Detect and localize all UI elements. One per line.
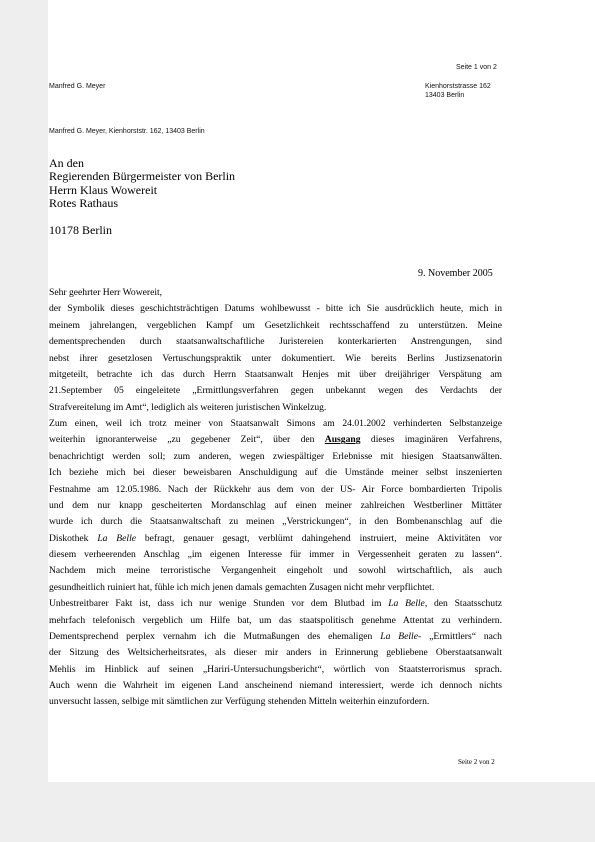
letter-body: [49, 285, 502, 711]
recipient-line: Herrn Klaus Wowereit: [49, 183, 158, 197]
body-line: diesem verheerenden Anschlag „im eigenen Interesse für immer in Vergessenheit geraten zu lassen“.: [49, 549, 502, 560]
body-line: Mehlis im Hinblick auf seinen „Hariri-Untersuchungsbericht“, wörtlich von Staatsterrorismus sprach.: [49, 663, 502, 675]
body-line: dementsprechenden durch staatsanwaltschaftliche Juristereien konterkarierten Anstrengungen, sind: [49, 336, 502, 348]
body-line: der Symbolik dieses geschichtsträchtigen Datums wohlbewusst - bitte ich Sie ausdrücklich heute, mich in: [49, 303, 502, 315]
body-line: Zum einen, weil ich trotz meiner von Staatsanwalt Simons am 24.01.2002 verhinderten Selbstanzeige: [49, 418, 502, 429]
underlined-word: Ausgang: [324, 434, 361, 446]
italic-name: La Belle: [97, 532, 136, 544]
recipient-line: Regierenden Bürgermeister von Berlin: [49, 169, 236, 183]
body-line: wurde ich durch die Staatsanwaltschaft zu meinen „Verstrickungen“, in den Bombenanschlag auf die: [49, 516, 502, 528]
body-line: Diskothek La Belle befragt, genauer gesagt, verblümt dahingehend instruiert, meine Aktivitäten vor: [49, 532, 502, 544]
body-line: nebst ihrer gesetzlosen Vertuschungspraktik unter dokumentiert. Wie bereits Berlins Justizsenatorin: [49, 352, 502, 364]
recipient-line: An den: [49, 156, 84, 170]
body-line: meinem jahrelangen, vergeblichen Kampf um Gesetzlichkeit rechtsschaffend zu unterstützen. Meine: [49, 319, 502, 331]
body-line: und dem nur knapp gescheiterten Mordanschlag auf einen meiner zahlreichen Westberliner Mittäter: [49, 499, 502, 511]
body-line: unversucht lassen, selbige mit sämtlichen zur Verfügung stehenden Mitteln weiterhin einzufordern.: [49, 696, 430, 708]
body-line: mehrfach telefonisch vergeblich um Hilfe bat, um das staatspolitisch genehme Attentat zu verhindern.: [49, 614, 502, 626]
salutation: Sehr geehrter Herr Wowereit,: [49, 287, 163, 298]
sender-name: Manfred G. Meyer: [49, 83, 106, 90]
body-line: weiterhin ignoranterweise „zu gegebener Zeit“, über den Ausgang dieses imaginären Verfahrens,: [49, 434, 503, 446]
body-line: Festnahme am 12.05.1986. Nach der Rückkehr aus dem von der US- Air Force bombardierten Tripolis: [49, 483, 502, 495]
page-number-top: Seite 1 von 2: [456, 64, 497, 71]
letter-date: 9. November 2005: [418, 268, 493, 279]
sender-city: 13403 Berlin: [425, 92, 465, 99]
italic-name: La Belle: [380, 630, 418, 642]
body-line: mitgeteilt, betrachte ich das durch Herrn Staatsanwalt Henjes mit über dreijähriger Verspätung am: [49, 368, 502, 380]
body-line: Auch wenn die Wahrheit im eigenen Land anscheinend niemand interessiert, werde ich dennoch nichts: [49, 680, 502, 691]
body-line: Ich beziehe mich bei dieser beweisbaren Anschuldigung auf die Umstände meiner selbst inszenierten: [49, 467, 502, 479]
body-line: Nachdem mich meine terroristische Vergangenheit eingeholt und sowohl wirtschaftlich, als auch: [49, 565, 502, 577]
body-line: Strafvereitelung im Amt“, lediglich als weiteren juristischen Winkelzug.: [49, 401, 327, 413]
body-line: benachrichtigt werden soll; zum anderen, wegen zwiespältiger Erlebnisse mit hiesigen Staatsanwälten.: [49, 450, 502, 462]
body-line: Unbestreitbarer Fakt ist, dass ich nur wenige Stunden vor dem Blutbad im La Belle, den Staatsschutz: [49, 598, 502, 610]
body-line: gesundheitlich ruiniert hat, fühle ich mich jenen damals gemachten Zusagen nicht mehr verpflichtet.: [49, 581, 435, 593]
recipient-zip-city: 10178 Berlin: [49, 223, 112, 237]
recipient-line: Rotes Rathaus: [49, 196, 118, 210]
sender-street: Kienhorststrasse 162: [425, 83, 491, 90]
return-address: Manfred G. Meyer, Kienhorststr. 162, 13403 Berlin: [49, 128, 205, 135]
body-line: der Sitzung des Weltsicherheitsrates, als dieser mir anders in Erinnerung gebliebene Oberstaatsanwalt: [49, 647, 502, 659]
italic-name: La Belle: [388, 598, 425, 610]
page-number-bottom: Seite 2 von 2: [458, 758, 495, 766]
body-line: Dementsprechend perplex vernahm ich die Mutmaßungen des ehemaligen La Belle- „Ermittlers“ nach: [49, 630, 502, 642]
body-line: 21.September 05 eingeleitete „Ermittlungsverfahren gegen unbekannt wegen des Verdachts der: [49, 385, 502, 397]
